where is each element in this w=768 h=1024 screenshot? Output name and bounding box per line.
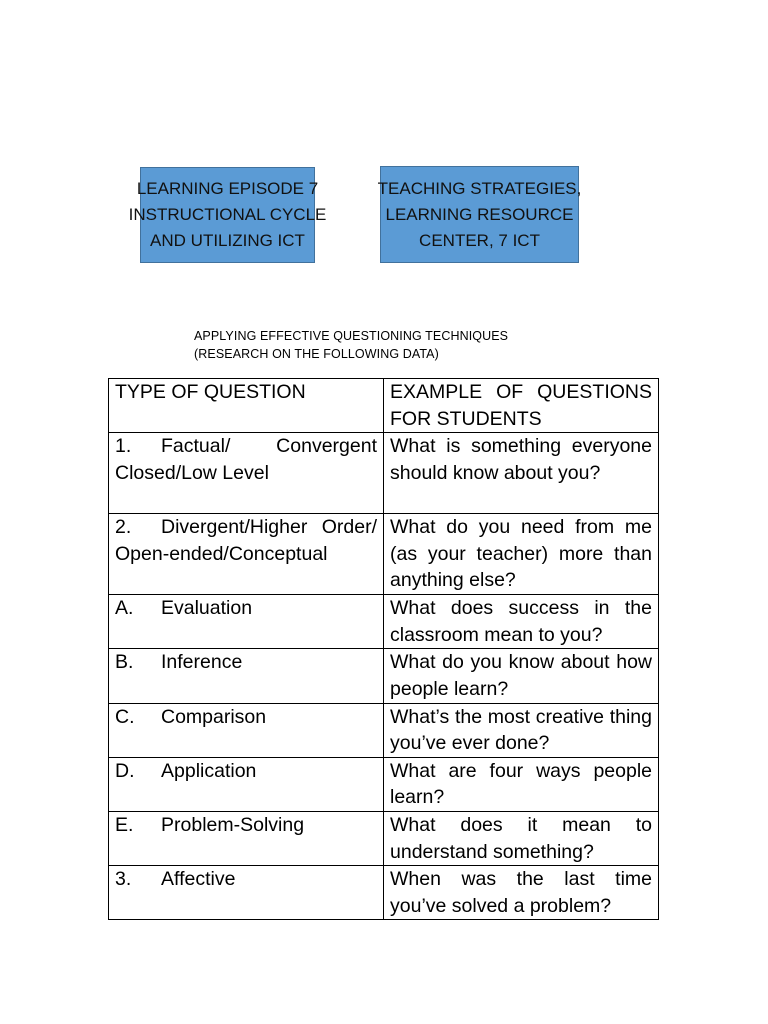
table-row xyxy=(109,595,659,649)
row-number: 3. xyxy=(115,868,132,891)
example-cell: What do you know about how people learn? xyxy=(384,649,659,703)
table-header-row xyxy=(109,379,659,433)
type-cell xyxy=(109,811,384,865)
row-number: 1. xyxy=(115,435,132,458)
example-cell: When was the last time you’ve solved a problem? xyxy=(384,866,659,920)
heading-line: (RESEARCH ON THE FOLLOWING DATA) xyxy=(194,347,439,361)
example-cell: What is something everyone should know about you? xyxy=(384,433,659,514)
banner-line: CENTER, 7 ICT xyxy=(419,230,540,250)
type-text: Application xyxy=(161,759,257,782)
strategies-banner xyxy=(377,166,582,263)
example-cell: What’s the most creative thing you’ve ever done? xyxy=(384,703,659,757)
banner-line: LEARNING EPISODE 7 xyxy=(136,179,319,198)
row-letter: E. xyxy=(115,813,134,836)
table-row xyxy=(109,514,659,595)
header-example: EXAMPLE OF QUESTIONS FOR STUDENTS xyxy=(384,379,659,433)
row-letter: A. xyxy=(115,597,134,620)
type-cell xyxy=(109,433,384,514)
heading-line: APPLYING EFFECTIVE QUESTIONING TECHNIQUES xyxy=(194,329,509,343)
header-type: TYPE OF QUESTION xyxy=(109,379,384,433)
row-letter: C. xyxy=(115,705,135,728)
type-text: Comparison xyxy=(161,705,267,728)
type-cell xyxy=(109,703,384,757)
type-text: Divergent/Higher Order/ Open-ended/Conceptual xyxy=(115,516,377,565)
type-cell xyxy=(109,514,384,595)
type-text: Affective xyxy=(161,868,236,891)
type-cell xyxy=(109,757,384,811)
type-text: Problem-Solving xyxy=(161,813,305,836)
example-cell: What does success in the classroom mean to you? xyxy=(384,595,659,649)
banner-line: TEACHING STRATEGIES, xyxy=(377,178,582,198)
table-row xyxy=(109,433,659,514)
example-cell: What are four ways people learn? xyxy=(384,757,659,811)
example-cell: What does it mean to understand something? xyxy=(384,811,659,865)
banner-line: INSTRUCTIONAL CYCLE xyxy=(128,205,327,224)
type-text: Evaluation xyxy=(161,597,253,620)
row-letter: B. xyxy=(115,651,134,674)
type-cell xyxy=(109,866,384,920)
table-row xyxy=(109,649,659,703)
table-row xyxy=(109,757,659,811)
banner-line: LEARNING RESOURCE xyxy=(385,204,574,224)
type-text: Inference xyxy=(161,651,243,674)
table-row xyxy=(109,703,659,757)
table-row xyxy=(109,866,659,920)
type-cell xyxy=(109,649,384,703)
type-text: Factual/ Convergent Closed/Low Level xyxy=(115,435,377,484)
example-cell: What do you need from me (as your teacher) more than anything else? xyxy=(384,514,659,595)
section-heading xyxy=(194,327,508,363)
banner-line: AND UTILIZING ICT xyxy=(150,231,305,250)
type-cell xyxy=(109,595,384,649)
questions-table xyxy=(108,378,659,920)
table-row xyxy=(109,811,659,865)
row-number: 2. xyxy=(115,516,132,539)
episode-banner xyxy=(128,167,327,263)
row-letter: D. xyxy=(115,759,135,782)
